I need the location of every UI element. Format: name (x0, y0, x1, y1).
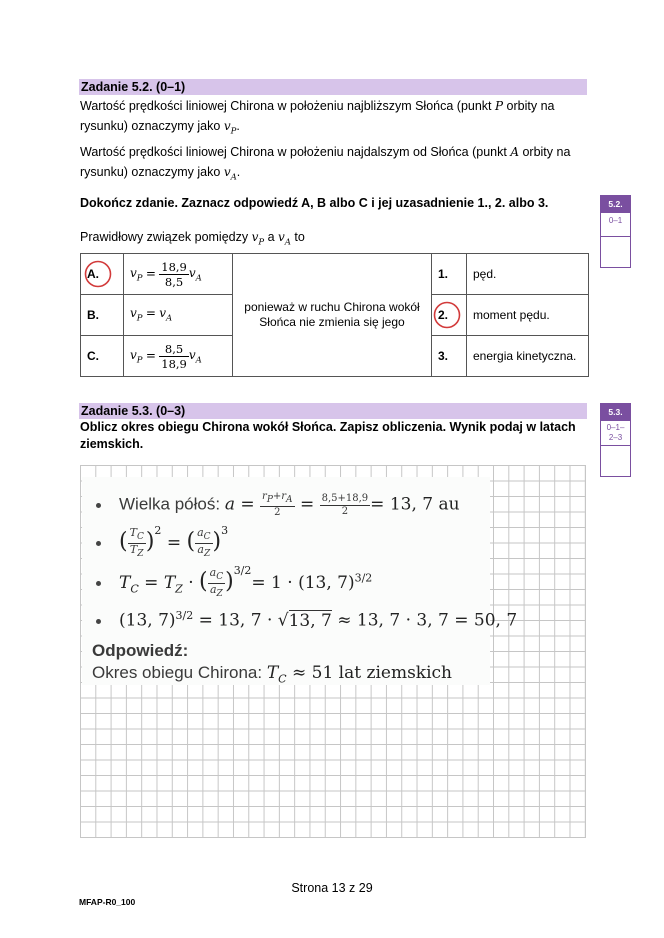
text: orbity na (503, 99, 555, 113)
bullet-icon (96, 581, 101, 586)
solution-line-2: ( $\frac{T_C}{T_Z}$ )$^2$ = ( $\frac{a_C}{a_Z}$ )$^3$ (96, 527, 228, 560)
task-5-2-instruction: Dokończ zdanie. Zaznacz odpowiedź A, B albo C i jej uzasadnienie 1., 2. albo 3. (80, 196, 549, 210)
text: rysunku) oznaczymy jako (80, 119, 224, 133)
score-box-points: 0–1 (601, 213, 630, 237)
text: Wartość prędkości liniowej Chirona w położeniu najdalszym od Słońca (punkt (80, 145, 511, 159)
v-p-symbol: $v_P$ (223, 119, 237, 137)
result: = 1 · (13, 7) (251, 573, 355, 594)
var: A (510, 145, 519, 159)
task-5-2-paragraph-2: Wartość prędkości liniowej Chirona w położeniu najdalszym od Słońca (punkt A orbity na rysunku) oznaczymy jako $v_A$. (80, 145, 571, 183)
task-5-3-instruction: Oblicz okres obiegu Chirona wokół Słońca. Zapisz obliczenia. Wynik podaj w latach ziemskich. (80, 420, 576, 451)
selected-circle-icon (433, 301, 461, 329)
expr: ≈ 13, 7 · 3, 7 = 50, 7 (337, 610, 518, 631)
frac-num: 18,9 (161, 259, 187, 274)
page-number: Strona 13 z 29 (291, 881, 373, 895)
answer-line: Okres obiegu Chirona: $T_C \approx 51$ lat ziemskich (92, 663, 452, 686)
frac-num: 8,5 (159, 342, 189, 357)
reason-1-num[interactable]: 1. (432, 254, 467, 295)
task-5-2-paragraph-1: Wartość prędkości liniowej Chirona w położeniu najbliższym Słońca (punkt P orbity na rysunku) oznaczymy jako $v_P$. (80, 99, 555, 137)
bullet-icon (96, 619, 101, 624)
option-c-cell[interactable]: C. (81, 336, 124, 377)
option-letter: A. (87, 267, 99, 281)
reason-3-num[interactable]: 3. (432, 336, 467, 377)
score-box-label: 5.2. (601, 196, 630, 213)
text: Okres obiegu Chirona: (92, 663, 267, 682)
score-box-points (601, 421, 630, 446)
frac-den: 18,9 (161, 356, 187, 371)
text: rysunku) oznaczymy jako (80, 165, 224, 179)
text: Wielka półoś: (119, 494, 225, 514)
option-a-cell[interactable] (81, 254, 124, 295)
sqrt-arg: 13, 7 (288, 610, 332, 631)
text: to (290, 230, 305, 244)
bullet-icon (96, 541, 101, 546)
option-a-formula: $v_P$ = $\frac{18,9}{8,5}$ $v_A$ (124, 254, 233, 295)
expr: (13, 7) (119, 610, 176, 631)
value: ≈ 51 lat ziemskich (292, 663, 452, 683)
expr: = 13, 7 · (198, 610, 273, 631)
solution-line-3: $T_C = T_Z$ · ( $\frac{a_C}{a_Z}$ )$^{3/2}$= 1 · (13, 7)$^{3/2}$ (96, 567, 372, 600)
score-box-label: 5.3. (601, 404, 630, 421)
reason-2-num[interactable] (432, 295, 467, 336)
var: P (495, 99, 504, 113)
answer-label: Odpowiedź: (92, 641, 189, 660)
reason-2-text: moment pędu. (467, 295, 589, 336)
v-a: $v_A$ (278, 230, 291, 248)
frac-den: 2 (341, 505, 349, 517)
because-cell: ponieważ w ruchu Chirona wokół Słońca nie zmienia się jego (233, 254, 432, 377)
v-p: $v_P$ (251, 230, 265, 248)
reason-1-text: pęd. (467, 254, 589, 295)
result: = 13, 7 au (370, 494, 460, 515)
solution-image (82, 477, 518, 686)
points-line-2: 2–3 (608, 433, 623, 442)
frac-den: 8,5 (164, 274, 184, 289)
text: Prawidłowy związek pomiędzy (80, 230, 252, 244)
score-box-5-3 (600, 403, 631, 477)
reason-num: 2. (438, 308, 449, 322)
option-b-formula: $v_P = v_A$ (124, 295, 233, 336)
bullet-icon (96, 503, 101, 508)
task-5-3-header: Zadanie 5.3. (0–3) (79, 403, 587, 419)
option-b-cell[interactable]: B. (81, 295, 124, 336)
answer-table (80, 253, 589, 377)
task-5-2-header: Zadanie 5.2. (0–1) (79, 79, 587, 95)
frac-num: 8,5+18,9 (321, 492, 369, 504)
task-5-2-lead (80, 227, 580, 252)
reason-3-text: energia kinetyczna. (467, 336, 589, 377)
text: orbity na (518, 145, 571, 159)
solution-line-1: Wielka półoś: a = $\frac{r_P+r_A}{2}$ = $\frac{8,5+18,9}{2}$ = 13, 7 au (96, 491, 460, 519)
solution-line-4: (13, 7)$^{3/2}$ = 13, 7 · √13, 7 ≈ 13, 7 · 3, 7 = 50, 7 (96, 609, 517, 631)
document-code: MFAP-R0_100 (79, 897, 136, 907)
text: Wartość prędkości liniowej Chirona w położeniu najbliższym Słońca (punkt (80, 99, 495, 113)
score-box-5-2 (600, 195, 631, 268)
selected-circle-icon (84, 260, 112, 288)
v-a-symbol: $v_A$ (223, 165, 237, 183)
option-c-formula: $v_P$ = $\frac{8,5}{18,9}$ $v_A$ (124, 336, 233, 377)
points-line-1: 0–1– (606, 423, 625, 432)
text: a (264, 230, 279, 244)
